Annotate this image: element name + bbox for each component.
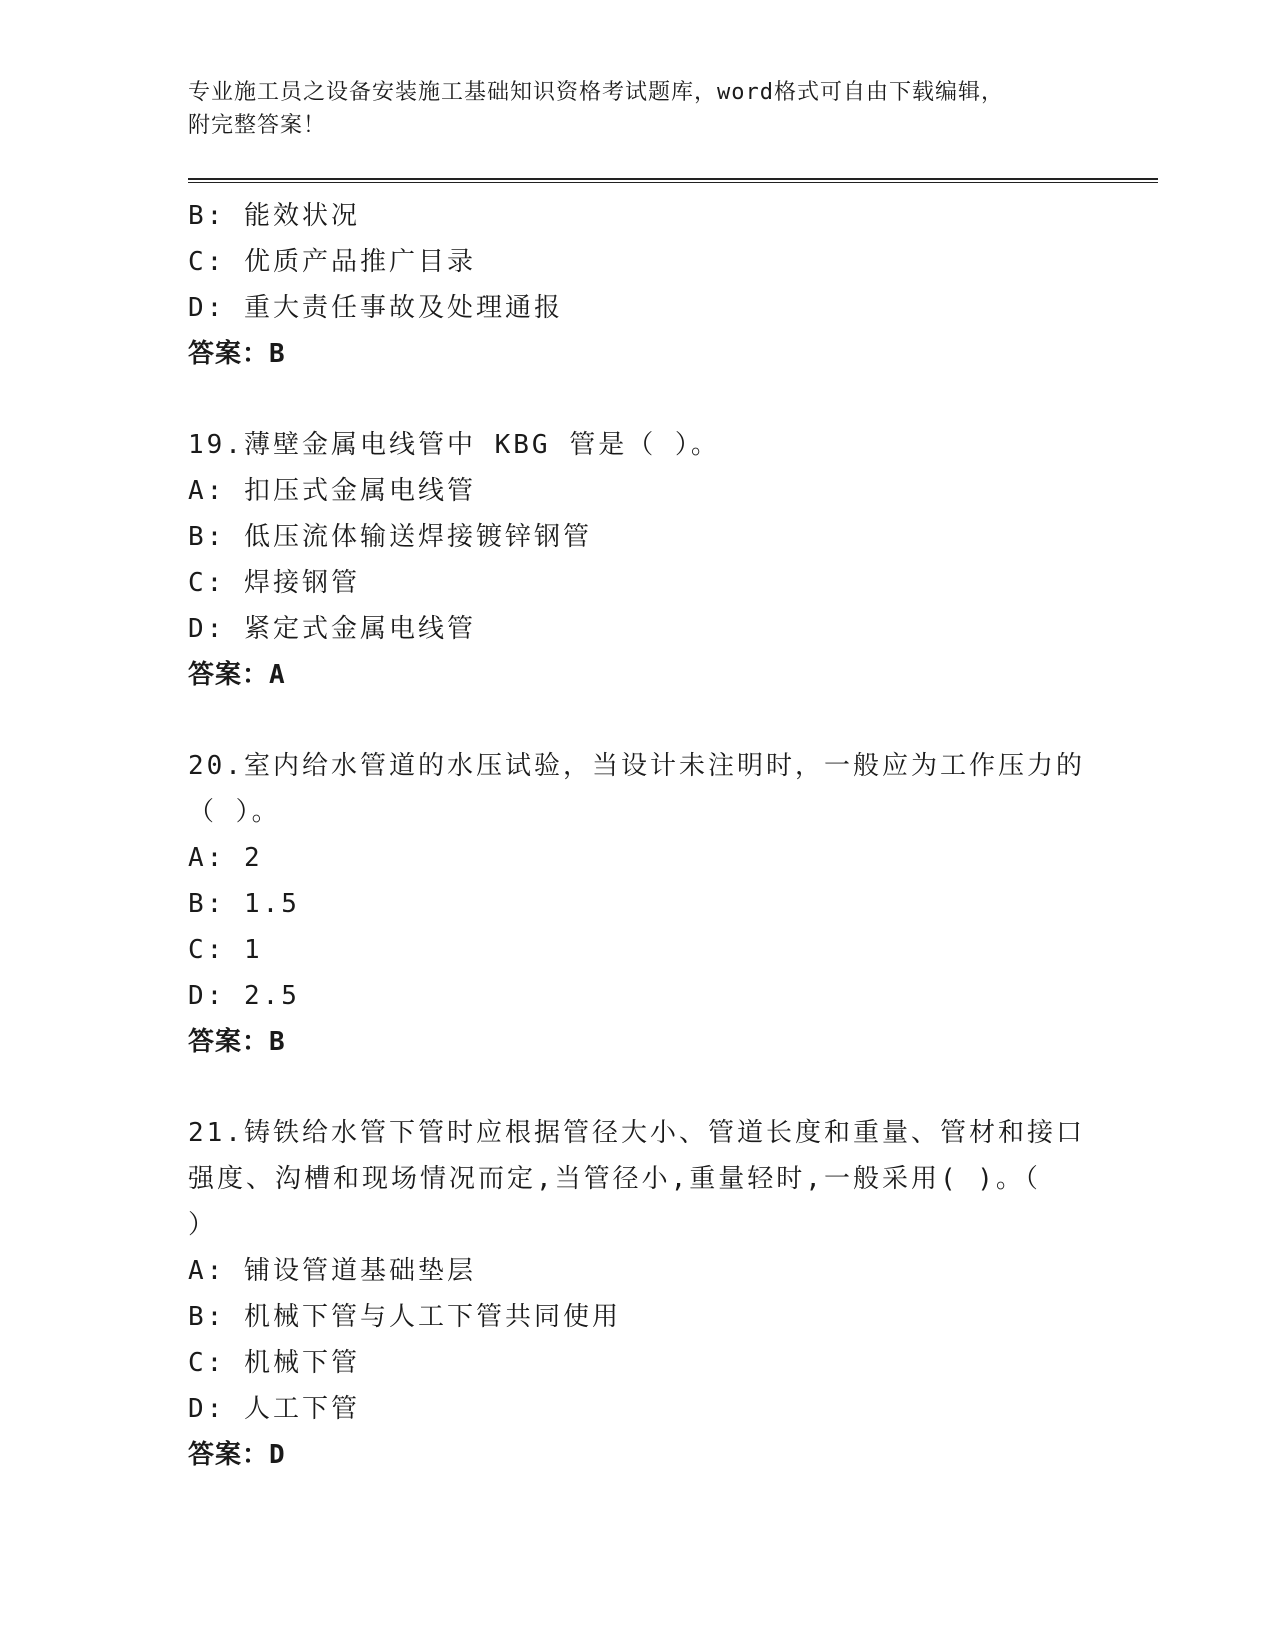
- option-d: D: 紧定式金属电线管: [188, 614, 476, 644]
- option-a: A: 铺设管道基础垫层: [188, 1256, 476, 1286]
- option-b: B: 能效状况: [188, 201, 360, 231]
- option-a: A: 2: [188, 843, 263, 873]
- option-b: B: 机械下管与人工下管共同使用: [188, 1302, 621, 1332]
- header-line-2: 附完整答案！: [188, 113, 327, 138]
- question-text: 19.薄壁金属电线管中 KBG 管是（ ）。: [188, 430, 720, 460]
- question-text-line-2: （ ）。: [188, 797, 281, 827]
- option-a: A: 扣压式金属电线管: [188, 476, 476, 506]
- option-c: C: 焊接钢管: [188, 568, 360, 598]
- question-19: [188, 422, 1158, 698]
- option-b: B: 低压流体输送焊接镀锌钢管: [188, 522, 592, 552]
- question-18: [188, 193, 1158, 377]
- question-list: [188, 193, 1158, 1478]
- answer: 答案：A: [188, 660, 286, 690]
- answer: 答案：D: [188, 1440, 286, 1470]
- header-line-1: 专业施工员之设备安装施工基础知识资格考试题库，word格式可自由下载编辑，: [188, 80, 1004, 105]
- question-text-line-2: 强度、沟槽和现场情况而定,当管径小,重量轻时,一般采用( )。（: [188, 1164, 1041, 1194]
- question-text-line-3: ）: [188, 1210, 218, 1240]
- answer: 答案：B: [188, 339, 286, 369]
- option-c: C: 机械下管: [188, 1348, 360, 1378]
- question-text-line-1: 20.室内给水管道的水压试验，当设计未注明时，一般应为工作压力的: [188, 751, 1085, 781]
- question-text-line-1: 21.铸铁给水管下管时应根据管径大小、管道长度和重量、管材和接口: [188, 1118, 1085, 1148]
- answer: 答案：B: [188, 1027, 286, 1057]
- question-20: [188, 743, 1158, 1065]
- option-c: C: 优质产品推广目录: [188, 247, 476, 277]
- option-d: D: 人工下管: [188, 1394, 360, 1424]
- option-c: C: 1: [188, 935, 263, 965]
- option-d: D: 重大责任事故及处理通报: [188, 293, 563, 323]
- option-b: B: 1.5: [188, 889, 300, 919]
- document-page: [188, 0, 1158, 1478]
- option-d: D: 2.5: [188, 981, 300, 1011]
- header-divider: [188, 178, 1158, 183]
- question-21: [188, 1110, 1158, 1478]
- document-header: [188, 76, 1158, 142]
